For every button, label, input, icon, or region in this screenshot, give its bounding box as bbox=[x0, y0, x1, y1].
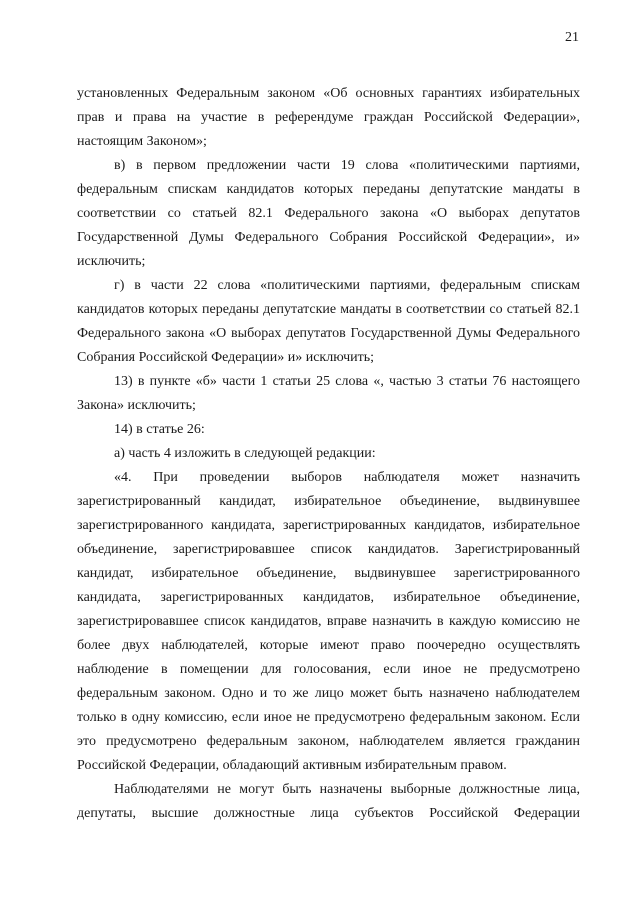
paragraph-item-g: г) в части 22 слова «политическими партиями, федеральным спискам кандидатов которых переданы депутатские мандаты в соответствии со статьей 82.1 Федерального закона «О выборах депутатов Государственной Думы Федерального Собрания Российской Федерации» и» исключить; bbox=[77, 278, 580, 365]
body-text bbox=[77, 82, 580, 826]
paragraph-article-part-4: «4. При проведении выборов наблюдателя может назначить зарегистрированный кандидат, избирательное объединение, выдвинувшее зарегистрированного кандидата, зарегистрированных кандидатов, избирательное объединение, зарегистрировавшее список кандидатов. Зарегистрированный кандидат, избирательное объединение, выдвинувшее зарегистрированного кандидата, зарегистрированных кандидатов, избирательное объединение, зарегистрировавшее список кандидатов, вправе назначить в каждую комиссию не более двух наблюдателей, которые имеют право поочередно осуществлять наблюдение в помещении для голосования, если иное не предусмотрено федеральным законом. Одно и то же лицо может быть назначено наблюдателем только в одну комиссию, если иное не предусмотрено федеральным законом. Если это предусмотрено федеральным законом, наблюдателем является гражданин Российской Федерации, обладающий активным избирательным правом. bbox=[77, 470, 580, 773]
paragraph-item-13: 13) в пункте «б» части 1 статьи 25 слова «, частью 3 статьи 76 настоящего Закона» исключить; bbox=[77, 374, 580, 413]
page-number: 21 bbox=[565, 30, 579, 45]
paragraph-item-14: 14) в статье 26: bbox=[114, 422, 205, 437]
paragraph-item-v: в) в первом предложении части 19 слова «политическими партиями, федеральным спискам кандидатов которых переданы депутатские мандаты в соответствии со статьей 82.1 Федерального закона «О выборах депутатов Государственной Думы Федерального Собрания Российской Федерации», и» исключить; bbox=[77, 158, 580, 269]
paragraph-continuation: установленных Федеральным законом «Об основных гарантиях избирательных прав и права на участие в референдуме граждан Российской Федерации», настоящим Законом»; bbox=[77, 86, 580, 149]
paragraph-observers-restriction: Наблюдателями не могут быть назначены выборные должностные лица, депутаты, высшие должностные лица субъектов Российской Федерации bbox=[77, 782, 580, 821]
paragraph-item-a: а) часть 4 изложить в следующей редакции: bbox=[114, 446, 376, 461]
